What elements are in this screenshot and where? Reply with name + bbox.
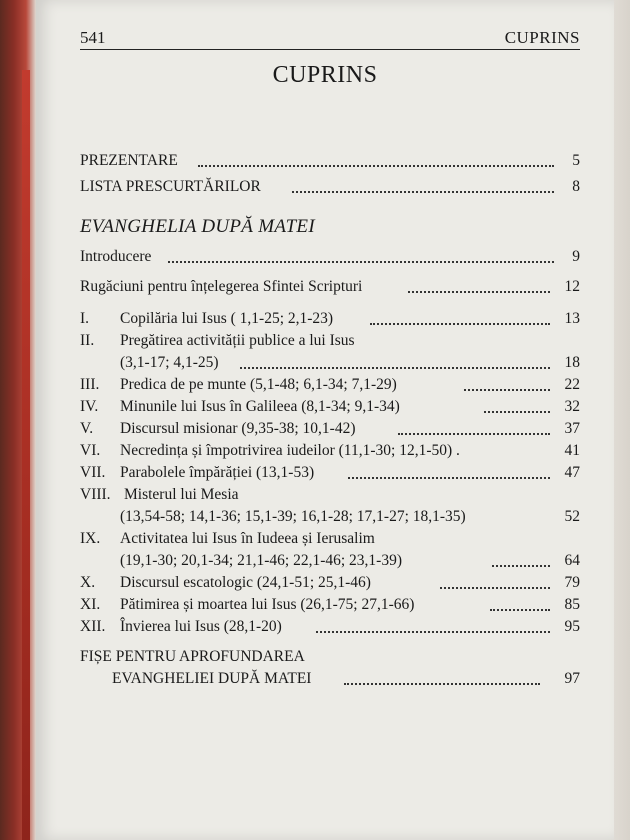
chapter-title: Parabolele împărăției (13,1-53)	[120, 464, 315, 481]
chapter-title-line: (13,54-58; 14,1-36; 15,1-39; 16,1-28; 17,1-27; 18,1-35)	[120, 508, 466, 525]
chapter-title: Învierea lui Isus (28,1-20)	[120, 618, 282, 635]
appendix-page: 97	[564, 670, 580, 687]
page-title: CUPRINS	[272, 62, 378, 88]
chapter-page: 22	[564, 376, 580, 393]
chapter-number: V.	[80, 420, 94, 437]
toc-entry	[80, 176, 580, 198]
chapter-page: 47	[564, 464, 580, 481]
toc-entry-title: Rugăciuni pentru înțelegerea Sfintei Scripturi	[80, 278, 363, 295]
chapter-title-line: (19,1-30; 20,1-34; 21,1-46; 22,1-46; 23,1-39)	[120, 552, 402, 569]
chapter-title: Predica de pe munte (5,1-48; 6,1-34; 7,1-29)	[120, 376, 397, 393]
chapter-entry	[80, 616, 580, 638]
appendix-title-line: EVANGHELIEI DUPĂ MATEI	[112, 670, 312, 687]
chapter-page: 18	[564, 354, 580, 371]
chapter-title: Copilăria lui Isus ( 1,1-25; 2,1-23)	[120, 310, 334, 327]
chapter-entry	[80, 374, 580, 396]
chapter-page: 95	[564, 618, 580, 635]
dot-leader	[440, 587, 550, 589]
chapter-entry	[80, 418, 580, 440]
chapter-title: Discursul escatologic (24,1-51; 25,1-46)	[120, 574, 371, 591]
chapter-page: 85	[564, 596, 580, 613]
page-number: 541	[80, 28, 106, 47]
dot-leader	[292, 191, 554, 193]
appendix-entry	[80, 646, 580, 668]
chapter-title: Pătimirea și moartea lui Isus (26,1-75; 27,1-66)	[120, 596, 415, 613]
chapter-title: Pregătirea activității publice a lui Isus	[120, 332, 355, 349]
chapter-number: VII.	[80, 464, 106, 481]
chapter-entry	[80, 396, 580, 418]
chapter-title: Minunile lui Isus în Galileea (8,1-34; 9,1-34)	[120, 398, 400, 415]
toc-entry-page: 9	[572, 248, 580, 265]
chapter-number: IX.	[80, 530, 101, 547]
header-rule	[80, 49, 580, 50]
dot-leader	[484, 411, 550, 413]
chapter-page: 37	[564, 420, 580, 437]
dot-leader	[398, 433, 550, 435]
page-content	[36, 0, 614, 840]
toc-entry-title: LISTA PRESCURTĂRILOR	[80, 178, 261, 195]
chapter-page: 13	[564, 310, 580, 327]
running-head	[80, 24, 580, 50]
chapter-entry	[80, 528, 580, 550]
running-title: CUPRINS	[504, 28, 580, 47]
dot-leader	[370, 323, 550, 325]
chapter-title: Discursul misionar (9,35-38; 10,1-42)	[120, 420, 356, 437]
dot-leader	[198, 165, 554, 167]
toc-entry-title: Introducere	[80, 248, 152, 265]
chapter-number: I.	[80, 310, 90, 327]
chapter-entry	[80, 440, 580, 462]
book-page	[36, 0, 614, 840]
chapter-entry-continued	[80, 506, 580, 528]
toc-entry-title: PREZENTARE	[80, 152, 178, 169]
chapter-number: II.	[80, 332, 95, 349]
dot-leader	[168, 261, 554, 263]
chapter-number: XI.	[80, 596, 101, 613]
dot-leader	[344, 683, 540, 685]
chapter-number: X.	[80, 574, 96, 591]
dot-leader	[490, 609, 550, 611]
chapter-number: III.	[80, 376, 100, 393]
dot-leader	[316, 631, 550, 633]
chapter-entry	[80, 308, 580, 330]
chapter-title: Activitatea lui Isus în Iudeea și Ierusalim	[120, 530, 375, 547]
chapter-title: Misterul lui Mesia	[124, 486, 239, 503]
chapter-entry	[80, 330, 580, 352]
chapter-title-line: (3,1-17; 4,1-25)	[120, 354, 219, 371]
dot-leader	[348, 477, 550, 479]
chapter-page: 41	[564, 442, 580, 459]
toc-entry-page: 8	[572, 178, 580, 195]
toc-entry-page: 5	[572, 152, 580, 169]
chapter-page: 52	[564, 508, 580, 525]
dot-leader	[464, 389, 550, 391]
chapter-number: IV.	[80, 398, 99, 415]
section-title: EVANGHELIA DUPĂ MATEI	[80, 216, 315, 237]
chapter-page: 79	[564, 574, 580, 591]
toc-entry	[80, 246, 580, 268]
chapter-number: VIII.	[80, 486, 111, 503]
chapter-number: XII.	[80, 618, 106, 635]
dot-leader	[408, 291, 550, 293]
chapter-entry	[80, 572, 580, 594]
chapter-page: 64	[564, 552, 580, 569]
toc-entry	[80, 276, 580, 298]
chapter-entry	[80, 594, 580, 616]
chapter-number: VI.	[80, 442, 101, 459]
chapter-entry	[80, 484, 580, 506]
appendix-entry-continued	[80, 668, 580, 690]
chapter-entry	[80, 462, 580, 484]
chapter-page: 32	[564, 398, 580, 415]
book-binding	[22, 70, 30, 840]
dot-leader	[240, 367, 550, 369]
toc-entry	[80, 150, 580, 172]
chapter-entry-continued	[80, 550, 580, 572]
toc-entry-page: 12	[564, 278, 580, 295]
chapter-title: Necredința și împotrivirea iudeilor (11,1-30; 12,1-50) .	[120, 442, 460, 459]
dot-leader	[492, 565, 550, 567]
chapter-entry-continued	[80, 352, 580, 374]
appendix-title: FIȘE PENTRU APROFUNDAREA	[80, 648, 305, 665]
